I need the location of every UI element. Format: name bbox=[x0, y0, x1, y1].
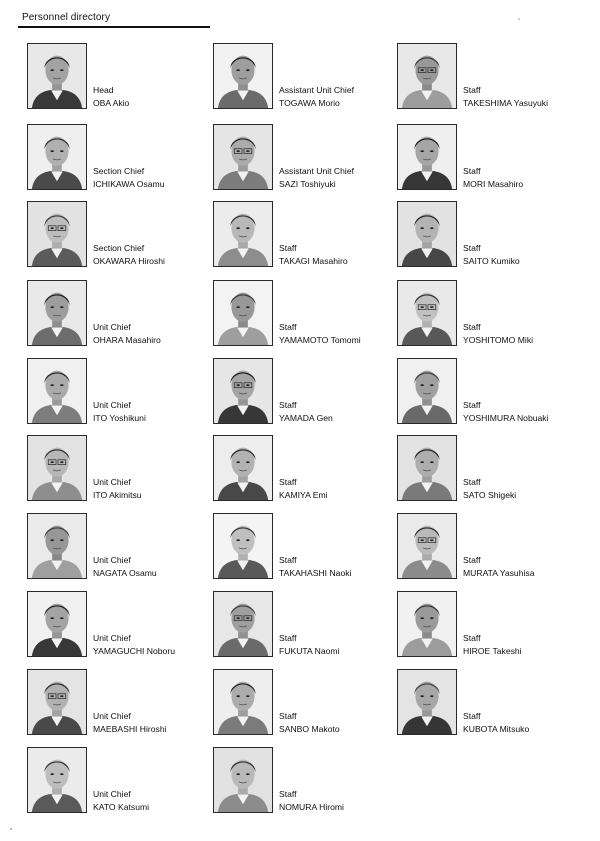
staff-title: Staff bbox=[463, 322, 481, 332]
staff-title: Staff bbox=[463, 633, 481, 643]
personnel-card bbox=[213, 591, 388, 661]
staff-title: Unit Chief bbox=[93, 555, 131, 565]
staff-title: Staff bbox=[279, 633, 297, 643]
personnel-card bbox=[27, 435, 202, 505]
portrait-photo bbox=[397, 358, 457, 424]
personnel-card bbox=[27, 43, 202, 113]
staff-name: SAITO Kumiko bbox=[463, 256, 520, 266]
portrait-photo bbox=[397, 435, 457, 501]
personnel-card bbox=[213, 124, 388, 194]
staff-name: SANBO Makoto bbox=[279, 724, 340, 734]
staff-name: MORI Masahiro bbox=[463, 179, 524, 189]
staff-title: Unit Chief bbox=[93, 711, 131, 721]
staff-title: Unit Chief bbox=[93, 400, 131, 410]
portrait-photo bbox=[213, 358, 273, 424]
personnel-card bbox=[213, 201, 388, 271]
staff-name: TOGAWA Morio bbox=[279, 98, 340, 108]
staff-title: Staff bbox=[279, 555, 297, 565]
staff-name: TAKESHIMA Yasuyuki bbox=[463, 98, 549, 108]
personnel-card bbox=[397, 669, 572, 739]
portrait-photo bbox=[213, 669, 273, 735]
staff-name: OHARA Masahiro bbox=[93, 335, 161, 345]
personnel-card bbox=[213, 435, 388, 505]
personnel-card bbox=[397, 43, 572, 113]
personnel-card bbox=[213, 669, 388, 739]
portrait-photo bbox=[213, 591, 273, 657]
portrait-photo bbox=[27, 358, 87, 424]
personnel-card bbox=[397, 513, 572, 583]
staff-name: TAKAGI Masahiro bbox=[279, 256, 348, 266]
staff-title: Staff bbox=[463, 243, 481, 253]
personnel-card bbox=[397, 124, 572, 194]
staff-name: KUBOTA Mitsuko bbox=[463, 724, 530, 734]
staff-title: Section Chief bbox=[93, 243, 145, 253]
staff-title: Unit Chief bbox=[93, 789, 131, 799]
staff-title: Staff bbox=[463, 477, 481, 487]
personnel-card bbox=[397, 591, 572, 661]
staff-name: YAMAGUCHI Noboru bbox=[93, 646, 175, 656]
staff-name: YOSHITOMO Miki bbox=[463, 335, 534, 345]
portrait-photo bbox=[397, 201, 457, 267]
personnel-card bbox=[213, 513, 388, 583]
scan-mark bbox=[10, 828, 12, 830]
staff-title: Assistant Unit Chief bbox=[279, 85, 354, 95]
scan-mark bbox=[518, 18, 520, 20]
portrait-photo bbox=[27, 591, 87, 657]
staff-title: Staff bbox=[463, 166, 481, 176]
staff-title: Staff bbox=[463, 711, 481, 721]
portrait-photo bbox=[397, 43, 457, 109]
staff-name: ICHIKAWA Osamu bbox=[93, 179, 165, 189]
portrait-photo bbox=[213, 43, 273, 109]
staff-name: YOSHIMURA Nobuaki bbox=[463, 413, 549, 423]
staff-title: Section Chief bbox=[93, 166, 145, 176]
portrait-photo bbox=[27, 669, 87, 735]
personnel-card bbox=[27, 513, 202, 583]
staff-title: Head bbox=[93, 85, 114, 95]
personnel-card bbox=[27, 669, 202, 739]
personnel-card bbox=[27, 201, 202, 271]
staff-title: Staff bbox=[463, 555, 481, 565]
personnel-card bbox=[27, 124, 202, 194]
staff-title: Assistant Unit Chief bbox=[279, 166, 354, 176]
staff-name: YAMADA Gen bbox=[279, 413, 333, 423]
portrait-photo bbox=[213, 435, 273, 501]
portrait-photo bbox=[397, 669, 457, 735]
portrait-photo bbox=[213, 513, 273, 579]
staff-title: Unit Chief bbox=[93, 477, 131, 487]
portrait-photo bbox=[27, 124, 87, 190]
staff-name: KAMIYA Emi bbox=[279, 490, 328, 500]
portrait-photo bbox=[397, 280, 457, 346]
portrait-photo bbox=[27, 43, 87, 109]
personnel-card bbox=[397, 201, 572, 271]
staff-name: OBA Akio bbox=[93, 98, 130, 108]
personnel-card bbox=[397, 358, 572, 428]
staff-name: YAMAMOTO Tomomi bbox=[279, 335, 361, 345]
staff-name: NOMURA Hiromi bbox=[279, 802, 344, 812]
portrait-photo bbox=[213, 280, 273, 346]
staff-title: Staff bbox=[463, 85, 481, 95]
staff-name: HIROE Takeshi bbox=[463, 646, 522, 656]
staff-title: Unit Chief bbox=[93, 633, 131, 643]
staff-name: SAZI Toshiyuki bbox=[279, 179, 336, 189]
portrait-photo bbox=[397, 513, 457, 579]
portrait-photo bbox=[213, 747, 273, 813]
staff-title: Staff bbox=[279, 789, 297, 799]
personnel-card bbox=[213, 747, 388, 817]
portrait-photo bbox=[213, 124, 273, 190]
personnel-card bbox=[27, 747, 202, 817]
staff-name: MAEBASHI Hiroshi bbox=[93, 724, 167, 734]
personnel-card bbox=[397, 435, 572, 505]
portrait-photo bbox=[27, 435, 87, 501]
personnel-card bbox=[27, 280, 202, 350]
staff-title: Staff bbox=[279, 243, 297, 253]
staff-title: Unit Chief bbox=[93, 322, 131, 332]
personnel-card bbox=[213, 43, 388, 113]
personnel-card bbox=[213, 358, 388, 428]
portrait-photo bbox=[27, 201, 87, 267]
personnel-card bbox=[27, 591, 202, 661]
staff-name: FUKUTA Naomi bbox=[279, 646, 340, 656]
staff-title: Staff bbox=[279, 711, 297, 721]
staff-name: MURATA Yasuhisa bbox=[463, 568, 535, 578]
staff-name: KATO Katsumi bbox=[93, 802, 150, 812]
staff-name: TAKAHASHI Naoki bbox=[279, 568, 352, 578]
staff-name: OKAWARA Hiroshi bbox=[93, 256, 165, 266]
personnel-card bbox=[213, 280, 388, 350]
staff-title: Staff bbox=[279, 322, 297, 332]
portrait-photo bbox=[213, 201, 273, 267]
staff-name: ITO Yoshikuni bbox=[93, 413, 146, 423]
portrait-photo bbox=[27, 513, 87, 579]
staff-name: SATO Shigeki bbox=[463, 490, 517, 500]
portrait-photo bbox=[27, 280, 87, 346]
staff-name: ITO Akimitsu bbox=[93, 490, 142, 500]
staff-title: Staff bbox=[279, 477, 297, 487]
portrait-photo bbox=[397, 124, 457, 190]
portrait-photo bbox=[397, 591, 457, 657]
page-title: Personnel directory bbox=[22, 12, 111, 23]
staff-title: Staff bbox=[279, 400, 297, 410]
staff-name: NAGATA Osamu bbox=[93, 568, 157, 578]
portrait-photo bbox=[27, 747, 87, 813]
personnel-card bbox=[397, 280, 572, 350]
staff-title: Staff bbox=[463, 400, 481, 410]
personnel-card bbox=[27, 358, 202, 428]
